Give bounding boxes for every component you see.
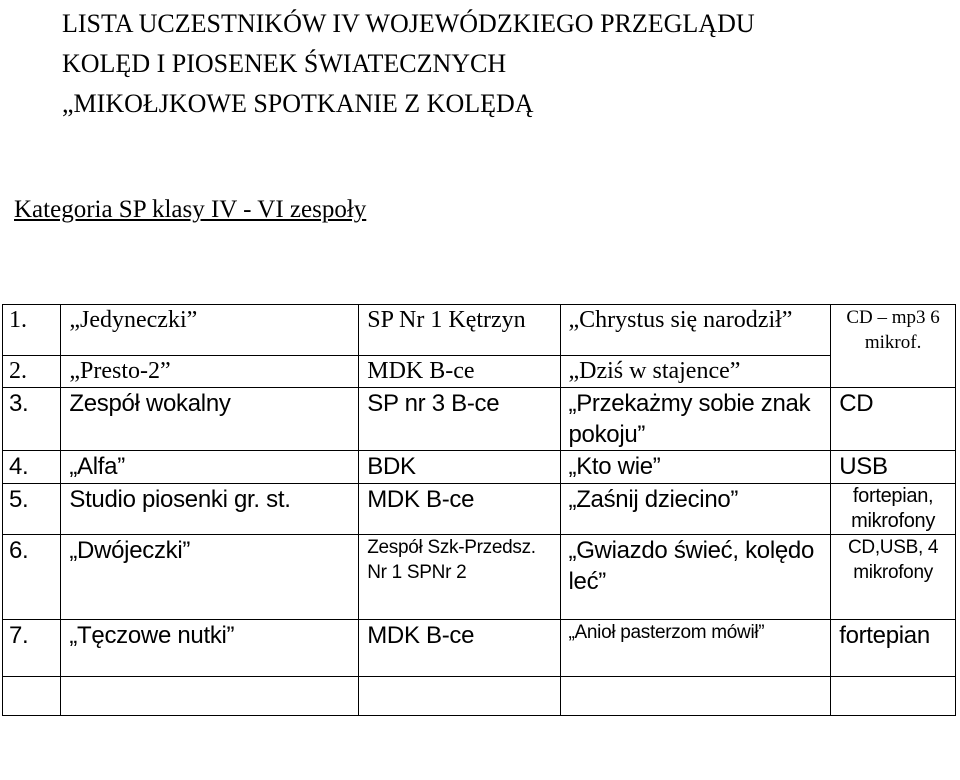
table-row (3, 355, 956, 387)
table-row (3, 305, 956, 356)
empty-cell (61, 676, 359, 715)
document-title (62, 4, 755, 124)
media-cell: fortepian, mikrofony (831, 483, 956, 534)
table-row (3, 534, 956, 619)
participant-school: SP nr 3 B-ce (359, 387, 560, 450)
media-cell: fortepian (831, 619, 956, 676)
participant-school: MDK B-ce (359, 355, 560, 387)
row-number: 6. (3, 534, 61, 619)
media-cell: CD – mp3 6 mikrof. (831, 305, 956, 356)
song-title: „Dziś w stajence” (560, 355, 831, 387)
song-title: „Chrystus się narodził” (560, 305, 831, 356)
row-number: 5. (3, 483, 61, 534)
song-title: „Anioł pasterzom mówił” (560, 619, 831, 676)
participants-table (2, 304, 956, 716)
participant-name: Zespół wokalny (61, 387, 359, 450)
empty-cell (3, 676, 61, 715)
participant-school: SP Nr 1 Kętrzyn (359, 305, 560, 356)
song-title: „Kto wie” (560, 450, 831, 483)
table-row (3, 619, 956, 676)
table-row (3, 450, 956, 483)
song-title: „Zaśnij dziecino” (560, 483, 831, 534)
row-number: 1. (3, 305, 61, 356)
category-heading: Kategoria SP klasy IV - VI zespoły (14, 196, 367, 223)
participant-school: MDK B-ce (359, 619, 560, 676)
media-cell: CD,USB, 4 mikrofony (831, 534, 956, 619)
participant-school: MDK B-ce (359, 483, 560, 534)
title-line-1: LISTA UCZESTNIKÓW IV WOJEWÓDZKIEGO PRZEGLĄDU (62, 9, 755, 38)
row-number: 3. (3, 387, 61, 450)
media-cell: USB (831, 450, 956, 483)
participant-name: „Alfa” (61, 450, 359, 483)
song-title: „Przekażmy sobie znak pokoju” (560, 387, 831, 450)
participant-name: „Dwójeczki” (61, 534, 359, 619)
title-line-3: „MIKOŁJKOWE SPOTKANIE Z KOLĘDĄ (62, 89, 534, 118)
song-title: „Gwiazdo świeć, kolędo leć” (560, 534, 831, 619)
media-cell: CD (831, 387, 956, 450)
empty-cell (359, 676, 560, 715)
participant-name: „Presto-2” (61, 355, 359, 387)
participant-school: Zespół Szk-Przedsz. Nr 1 SPNr 2 (359, 534, 560, 619)
title-line-2: KOLĘD I PIOSENEK ŚWIATECZNYCH (62, 49, 507, 78)
empty-cell (831, 676, 956, 715)
media-cell (831, 355, 956, 387)
table-row (3, 387, 956, 450)
row-number: 7. (3, 619, 61, 676)
table-row (3, 483, 956, 534)
participant-name: „Jedyneczki” (61, 305, 359, 356)
participant-name: Studio piosenki gr. st. (61, 483, 359, 534)
participant-school: BDK (359, 450, 560, 483)
participant-name: „Tęczowe nutki” (61, 619, 359, 676)
table-row (3, 676, 956, 715)
empty-cell (560, 676, 831, 715)
row-number: 2. (3, 355, 61, 387)
row-number: 4. (3, 450, 61, 483)
